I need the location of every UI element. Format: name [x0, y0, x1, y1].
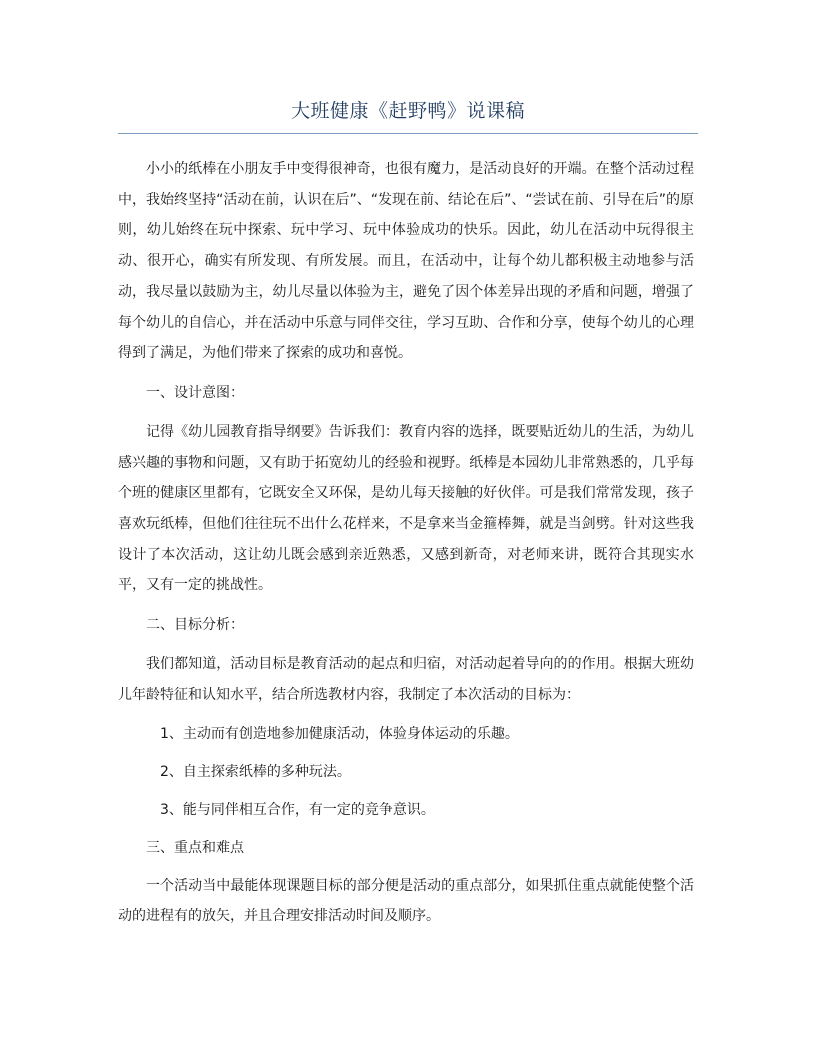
section2-paragraph: 我们都知道，活动目标是教育活动的起点和归宿，对活动起着导向的的作用。根据大班幼儿年龄特征和认知水平，结合所选教材内容，我制定了本次活动的目标为：: [118, 656, 694, 703]
intro-paragraph: 小小的纸棒在小朋友手中变得很神奇，也很有魔力，是活动良好的开端。在整个活动过程中，我始终坚持“活动在前，认识在后”、“发现在前、结论在后”、“尝试在前、引导在后”的原则，幼儿始终在玩中探索、玩中学习、玩中体验成功的快乐。因此，幼儿在活动中玩得很主动、很开心，确实有所发现、有所发展。而且，在活动中，让每个幼儿都积极主动地参与活动，我尽量以鼓励为主，幼儿尽量以体验为主，避免了因个体差异出现的矛盾和问题，增强了每个幼儿的自信心，并在活动中乐意与同伴交往，学习互助、合作和分享，使每个幼儿的心理得到了满足，为他们带来了探索的成功和喜悦。: [118, 161, 694, 362]
title-divider: [118, 133, 698, 134]
goal-item-2: 2、自主探索纸棒的多种玩法。: [160, 763, 351, 780]
goal-item-3: 3、能与同伴相互合作，有一定的竞争意识。: [160, 801, 435, 818]
goal-item-1: 1、主动而有创造地参加健康活动，体验身体运动的乐趣。: [160, 725, 519, 742]
section1-heading: 一、设计意图：: [146, 384, 244, 401]
section3-heading: 三、重点和难点: [146, 839, 244, 856]
document-body: [118, 150, 694, 932]
document-title: 大班健康《赶野鸭》说课稿: [290, 100, 525, 122]
section2-heading: 二、目标分析：: [146, 617, 244, 634]
section3-paragraph: 一个活动当中最能体现课题目标的部分便是活动的重点部分，如果抓住重点就能使整个活动的进程有的放矢，并且合理安排活动时间及顺序。: [118, 877, 694, 925]
section1-paragraph: 记得《幼儿园教育指导纲要》告诉我们：教育内容的选择，既要贴近幼儿的生活，为幼儿感兴趣的事物和问题，又有助于拓宽幼儿的经验和视野。纸棒是本园幼儿非常熟悉的，几乎每个班的健康区里都有，它既安全又环保，是幼儿每天接触的好伙伴。可是我们常常发现，孩子喜欢玩纸棒，但他们往往玩不出什么花样来，不是拿来当金箍棒舞，就是当剑劈。针对这些我设计了本次活动，这让幼儿既会感到亲近熟悉，又感到新奇，对老师来讲，既符合其现实水平，又有一定的挑战性。: [118, 423, 694, 594]
